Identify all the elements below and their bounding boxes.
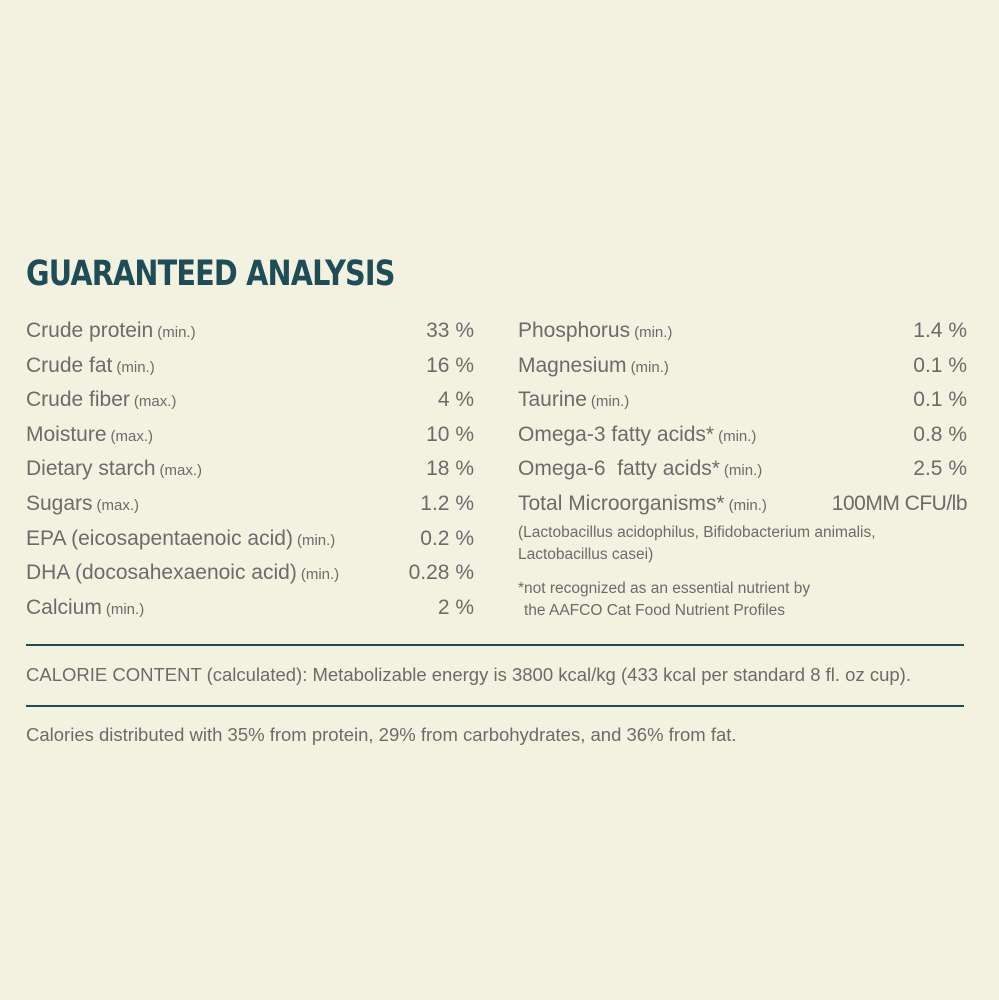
page-title: GUARANTEED ANALYSIS — [26, 254, 395, 294]
nutrient-qualifier: (max.) — [96, 496, 140, 514]
nutrient-name: Dietary starch — [26, 457, 156, 481]
calorie-content: CALORIE CONTENT (calculated): Metabolizable energy is 3800 kcal/kg (433 kcal per standard 8 fl. oz cup). — [26, 664, 911, 685]
nutrient-value: 33 % — [426, 319, 474, 342]
nutrient-value: 2 % — [437, 595, 474, 619]
nutrient-name: Crude fiber — [26, 388, 130, 412]
nutrient-value: 18 % — [426, 457, 474, 481]
nutrient-value: 1.4 % — [913, 319, 967, 342]
nutrient-row — [26, 383, 474, 418]
nutrient-row — [26, 487, 474, 522]
nutrient-qualifier: (min.) — [296, 531, 336, 549]
nutrient-name: Total Microorganisms* — [518, 491, 725, 515]
nutrient-qualifier: (min.) — [300, 566, 340, 584]
nutrient-qualifier: (max.) — [110, 427, 154, 445]
nutrient-value: 2.5 % — [913, 457, 967, 481]
nutrient-value: 0.8 % — [913, 422, 967, 446]
nutrient-name: Taurine — [518, 388, 587, 412]
nutrient-row — [26, 418, 474, 453]
nutrient-row — [26, 452, 474, 487]
nutrient-name: Omega-3 fatty acids* — [518, 422, 715, 446]
asterisk-footnote — [518, 578, 967, 622]
nutrient-qualifier: (max.) — [133, 393, 177, 411]
nutrient-qualifier: (min.) — [105, 600, 145, 618]
nutrient-qualifier: (min.) — [116, 358, 155, 376]
divider — [26, 705, 964, 707]
nutrient-name: Omega-6 fatty acids* — [518, 457, 720, 481]
nutrient-list-left — [26, 314, 474, 625]
nutrient-row — [26, 314, 474, 349]
nutrient-name: Sugars — [26, 491, 93, 515]
nutrient-value: 16 % — [426, 353, 474, 377]
nutrient-value: 0.2 % — [420, 526, 474, 550]
nutrient-qualifier: (min.) — [723, 462, 763, 480]
note-line: Lactobacillus casei) — [518, 545, 654, 563]
nutrient-name: Moisture — [26, 422, 107, 446]
nutrient-row — [518, 383, 967, 418]
nutrient-name: Calcium — [26, 595, 102, 619]
note-line: the AAFCO Cat Food Nutrient Profiles — [524, 601, 786, 619]
nutrient-value: 10 % — [426, 422, 474, 446]
nutrient-name: Crude protein — [26, 319, 154, 342]
nutrient-value: 0.28 % — [408, 561, 474, 585]
nutrient-name: Crude fat — [26, 353, 113, 377]
nutrient-qualifier: (min.) — [157, 324, 196, 341]
nutrient-row — [26, 522, 474, 557]
nutrient-qualifier: (min.) — [728, 496, 767, 514]
nutrient-row — [518, 418, 967, 453]
nutrient-row — [518, 314, 967, 349]
nutrient-row — [518, 452, 967, 487]
nutrient-qualifier: (min.) — [590, 393, 630, 411]
nutrient-name: EPA (eicosapentaenoic acid) — [26, 526, 293, 550]
nutrient-value: 1.2 % — [420, 491, 474, 515]
nutrient-value: 0.1 % — [913, 388, 967, 412]
divider — [26, 644, 964, 646]
nutrient-qualifier: (max.) — [159, 462, 203, 480]
nutrient-row — [26, 556, 474, 591]
nutrient-name: DHA (docosahexaenoic acid) — [26, 561, 297, 585]
nutrient-name: Phosphorus — [518, 319, 631, 342]
nutrient-row — [518, 349, 967, 384]
nutrient-row — [26, 591, 474, 626]
nutrient-qualifier: (min.) — [630, 358, 669, 376]
nutrient-value: 4 % — [437, 388, 474, 412]
nutrient-value: 100MM CFU/lb — [831, 491, 967, 515]
nutrient-list-right — [518, 314, 967, 622]
note-line: (Lactobacillus acidophilus, Bifidobacterium animalis, — [518, 523, 876, 541]
nutrient-row — [518, 487, 967, 522]
nutrient-qualifier: (min.) — [718, 427, 757, 445]
nutrient-row — [26, 349, 474, 384]
calorie-distribution: Calories distributed with 35% from protein, 29% from carbohydrates, and 36% from fat. — [26, 724, 737, 745]
nutrient-value: 0.1 % — [913, 353, 967, 377]
microorganisms-note — [518, 522, 967, 566]
nutrient-qualifier: (min.) — [634, 324, 673, 341]
nutrient-name: Magnesium — [518, 353, 627, 377]
note-line: *not recognized as an essential nutrient by — [518, 579, 811, 597]
